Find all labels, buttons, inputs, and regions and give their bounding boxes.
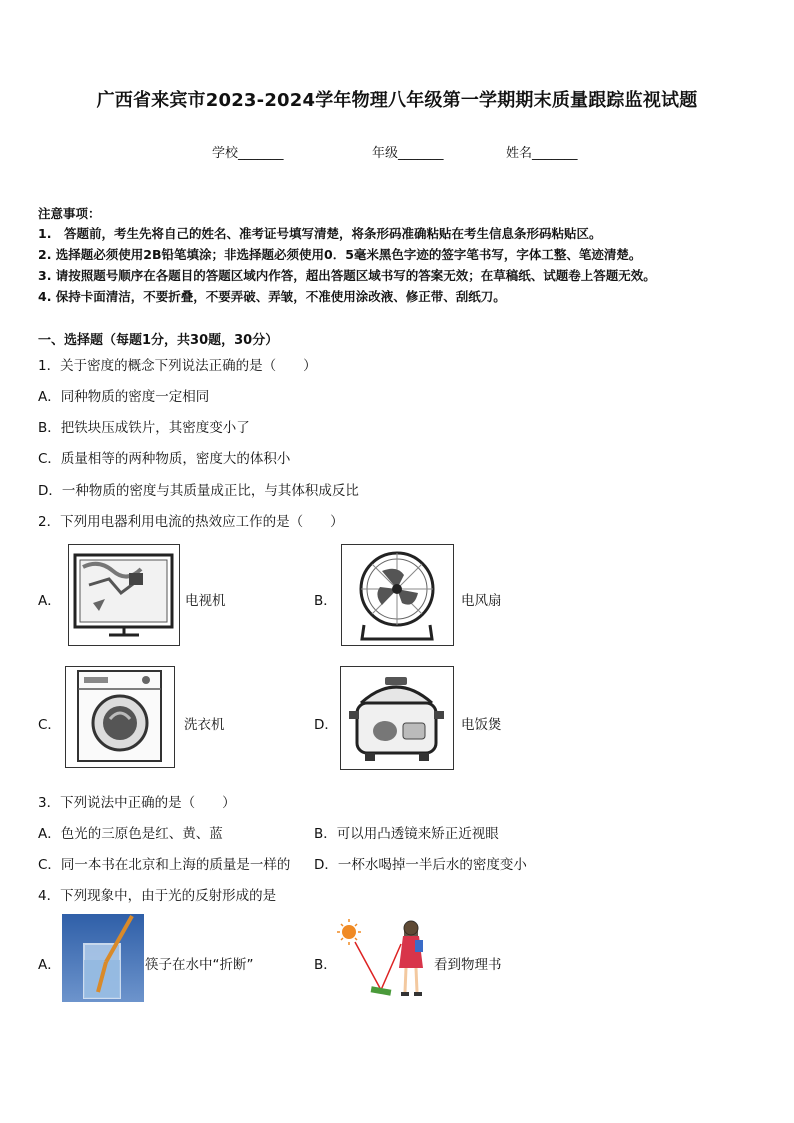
q3-option-c: C．同一本书在北京和上海的质量是一样的 — [38, 857, 291, 873]
q3-option-d: D．一杯水喝掉一半后水的密度变小 — [314, 857, 527, 873]
q1-option-d: D．一种物质的密度与其质量成正比，与其体积成反比 — [38, 483, 359, 499]
notice-heading: 注意事项： — [38, 206, 101, 221]
name-field: 姓名_______ — [506, 146, 578, 161]
notice-item-3: 3. 请按照题号顺序在各题目的答题区域内作答，超出答题区域书写的答案无效；在草稿纸、试题卷上答题无效。 — [38, 268, 656, 283]
q1-option-b: B．把铁块压成铁片，其密度变小了 — [38, 420, 250, 436]
notice-item-2: 2. 选择题必须使用2B铅笔填涂；非选择题必须使用0．5毫米黑色字迹的签字笔书写，字体工整、笔迹清楚。 — [38, 247, 642, 262]
see-physics-book-image — [337, 916, 433, 1002]
chopstick-in-water-image — [62, 914, 144, 1002]
q2-option-a-label: 电视机 — [185, 593, 226, 609]
q2-option-d-label: 电饭煲 — [461, 717, 502, 733]
tv-image — [68, 544, 180, 646]
school-field: 学校_______ — [212, 146, 284, 161]
q2-option-c-letter: C． — [38, 717, 61, 733]
q2-option-d-letter: D． — [314, 717, 338, 733]
q2-option-b-letter: B． — [314, 593, 337, 609]
q4-stem: 4．下列现象中，由于光的反射形成的是 — [38, 888, 277, 904]
grade-field: 年级_______ — [372, 146, 444, 161]
rice-cooker-image — [340, 666, 454, 770]
q2-option-b-label: 电风扇 — [461, 593, 502, 609]
notice-item-4: 4. 保持卡面清洁，不要折叠，不要弄破、弄皱，不准使用涂改液、修正带、刮纸刀。 — [38, 289, 506, 304]
q3-option-b: B．可以用凸透镜来矫正近视眼 — [314, 826, 499, 842]
q3-option-a: A．色光的三原色是红、黄、蓝 — [38, 826, 223, 842]
q1-option-c: C．质量相等的两种物质，密度大的体积小 — [38, 451, 291, 467]
section-heading: 一、选择题（每题1分，共30题，30分） — [38, 333, 279, 348]
q3-stem: 3．下列说法中正确的是（ ） — [38, 795, 236, 811]
q4-option-a-letter: A． — [38, 957, 61, 973]
page-title: 广西省来宾市2023-2024学年物理八年级第一学期期末质量跟踪监视试题 — [96, 90, 698, 111]
q2-stem: 2．下列用电器利用电流的热效应工作的是（ ） — [38, 514, 344, 530]
q4-option-a-label: 筷子在水中“折断” — [145, 957, 254, 973]
notice-item-1: 1. 答题前，考生先将自己的姓名、准考证号填写清楚，将条形码准确粘贴在考生信息条形码粘贴区。 — [38, 226, 602, 241]
q4-option-b-label: 看到物理书 — [434, 957, 502, 973]
q2-option-a-letter: A． — [38, 593, 61, 609]
q4-option-b-letter: B． — [314, 957, 337, 973]
q2-option-c-label: 洗衣机 — [184, 717, 225, 733]
q1-stem: 1．关于密度的概念下列说法正确的是（ ） — [38, 358, 317, 374]
fan-image — [341, 544, 454, 646]
q1-option-a: A．同种物质的密度一定相同 — [38, 389, 210, 405]
washing-machine-image — [65, 666, 175, 768]
